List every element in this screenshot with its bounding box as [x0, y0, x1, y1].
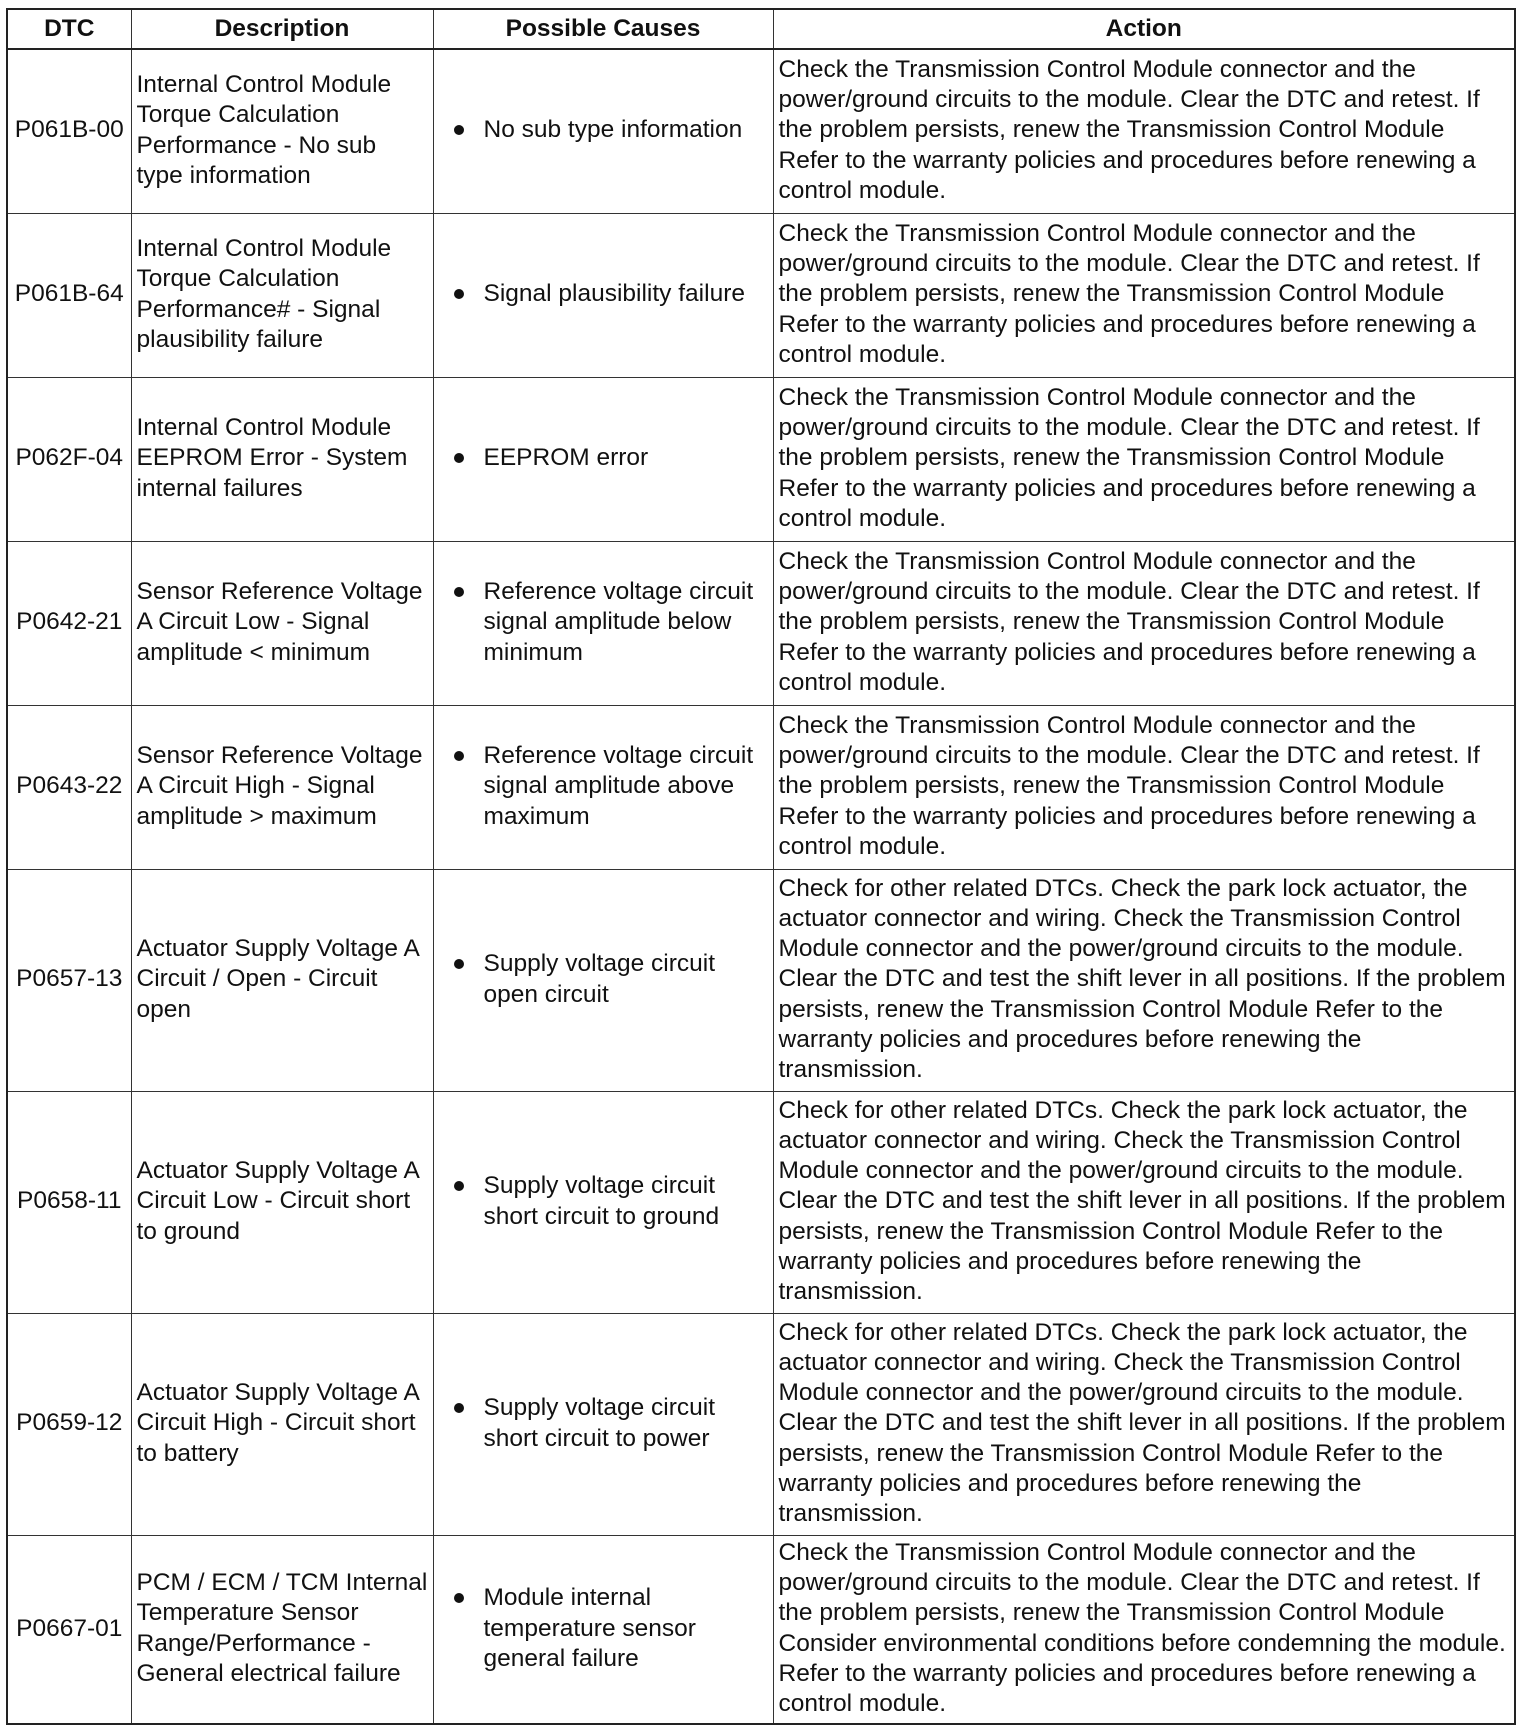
dtc-code: P061B-00 [7, 49, 131, 214]
table-row [7, 49, 1515, 214]
bullet-icon [454, 751, 464, 761]
dtc-description: Sensor Reference Voltage A Circuit High - Signal amplitude > maximum [131, 706, 433, 870]
header-dtc: DTC [7, 9, 131, 49]
bullet-icon [454, 453, 464, 463]
header-possible-causes: Possible Causes [433, 9, 773, 49]
bullet-icon [454, 289, 464, 299]
dtc-action: Check for other related DTCs. Check the park lock actuator, the actuator connector and wiring. Check the Transmission Control Module connector and the power/ground circuits to the module. Clear the DTC and test the shift lever in all positions. If the problem persists, renew the Transmission Control Module Refer to the warranty policies and procedures before renewing the transmission. [773, 1314, 1515, 1536]
table-row [7, 1092, 1515, 1314]
dtc-code: P0657-13 [7, 870, 131, 1092]
possible-cause: No sub type information [483, 116, 743, 144]
table-row [7, 870, 1515, 1092]
dtc-action: Check the Transmission Control Module connector and the power/ground circuits to the module. Clear the DTC and retest. If the problem persists, renew the Transmission Control Module Refer to the warranty policies and procedures before renewing a control module. [773, 542, 1515, 706]
header-row [7, 9, 1515, 49]
dtc-action: Check the Transmission Control Module connector and the power/ground circuits to the module. Clear the DTC and retest. If the problem persists, renew the Transmission Control Module Refer to the warranty policies and procedures before renewing a control module. [773, 49, 1515, 214]
bullet-icon [454, 959, 464, 969]
table-row [7, 214, 1515, 378]
dtc-code: P0642-21 [7, 542, 131, 706]
possible-cause-cell [433, 870, 773, 1092]
dtc-code: P0659-12 [7, 1314, 131, 1536]
table-row [7, 1536, 1515, 1725]
dtc-description: Actuator Supply Voltage A Circuit Low - Circuit short to ground [131, 1092, 433, 1314]
table-row [7, 378, 1515, 542]
possible-cause-cell [433, 214, 773, 378]
dtc-action: Check the Transmission Control Module connector and the power/ground circuits to the module. Clear the DTC and retest. If the problem persists, renew the Transmission Control Module Refer to the warranty policies and procedures before renewing a control module. [773, 706, 1515, 870]
table-row [7, 542, 1515, 706]
dtc-action: Check for other related DTCs. Check the park lock actuator, the actuator connector and wiring. Check the Transmission Control Module connector and the power/ground circuits to the module. Clear the DTC and test the shift lever in all positions. If the problem persists, renew the Transmission Control Module Refer to the warranty policies and procedures before renewing the transmission. [773, 870, 1515, 1092]
dtc-action: Check the Transmission Control Module connector and the power/ground circuits to the module. Clear the DTC and retest. If the problem persists, renew the Transmission Control Module Refer to the warranty policies and procedures before renewing a control module. [773, 378, 1515, 542]
dtc-action: Check the Transmission Control Module connector and the power/ground circuits to the module. Clear the DTC and retest. If the problem persists, renew the Transmission Control Module Consider environmental conditions before condemning the module. Refer to the warranty policies and procedures before renewing a control module. [773, 1536, 1515, 1725]
dtc-description: Internal Control Module EEPROM Error - System internal failures [131, 378, 433, 542]
dtc-code: P061B-64 [7, 214, 131, 378]
table-row [7, 706, 1515, 870]
table-row [7, 1314, 1515, 1536]
possible-cause: Module internal temperature sensor general failure [483, 1584, 696, 1672]
possible-cause: EEPROM error [483, 444, 649, 472]
dtc-action: Check for other related DTCs. Check the park lock actuator, the actuator connector and wiring. Check the Transmission Control Module connector and the power/ground circuits to the module. Clear the DTC and test the shift lever in all positions. If the problem persists, renew the Transmission Control Module Refer to the warranty policies and procedures before renewing the transmission. [773, 1092, 1515, 1314]
bullet-icon [454, 1403, 464, 1413]
dtc-table [6, 8, 1516, 1725]
header-action: Action [773, 9, 1515, 49]
dtc-description: Internal Control Module Torque Calculation Performance - No sub type information [131, 49, 433, 214]
possible-cause-cell [433, 49, 773, 214]
possible-cause: Reference voltage circuit signal amplitude below minimum [483, 578, 754, 666]
dtc-document [6, 8, 1514, 1725]
dtc-description: Actuator Supply Voltage A Circuit / Open - Circuit open [131, 870, 433, 1092]
possible-cause: Supply voltage circuit short circuit to ground [483, 1172, 720, 1230]
possible-cause: Reference voltage circuit signal amplitude above maximum [483, 742, 754, 830]
possible-cause-cell [433, 378, 773, 542]
dtc-description: Internal Control Module Torque Calculation Performance# - Signal plausibility failure [131, 214, 433, 378]
possible-cause-cell [433, 542, 773, 706]
possible-cause: Supply voltage circuit short circuit to power [483, 1394, 716, 1452]
bullet-icon [454, 1181, 464, 1191]
possible-cause-cell [433, 1092, 773, 1314]
possible-cause: Signal plausibility failure [483, 280, 745, 308]
dtc-description: Actuator Supply Voltage A Circuit High - Circuit short to battery [131, 1314, 433, 1536]
possible-cause-cell [433, 1536, 773, 1725]
dtc-action: Check the Transmission Control Module connector and the power/ground circuits to the module. Clear the DTC and retest. If the problem persists, renew the Transmission Control Module Refer to the warranty policies and procedures before renewing a control module. [773, 214, 1515, 378]
bullet-icon [454, 1593, 464, 1603]
dtc-code: P0658-11 [7, 1092, 131, 1314]
bullet-icon [454, 587, 464, 597]
possible-cause-cell [433, 1314, 773, 1536]
dtc-code: P0667-01 [7, 1536, 131, 1725]
dtc-code: P062F-04 [7, 378, 131, 542]
dtc-description: PCM / ECM / TCM Internal Temperature Sensor Range/Performance - General electrical failure [131, 1536, 433, 1725]
header-description: Description [131, 9, 433, 49]
dtc-code: P0643-22 [7, 706, 131, 870]
dtc-description: Sensor Reference Voltage A Circuit Low - Signal amplitude < minimum [131, 542, 433, 706]
possible-cause-cell [433, 706, 773, 870]
bullet-icon [454, 125, 464, 135]
possible-cause: Supply voltage circuit open circuit [483, 950, 716, 1008]
